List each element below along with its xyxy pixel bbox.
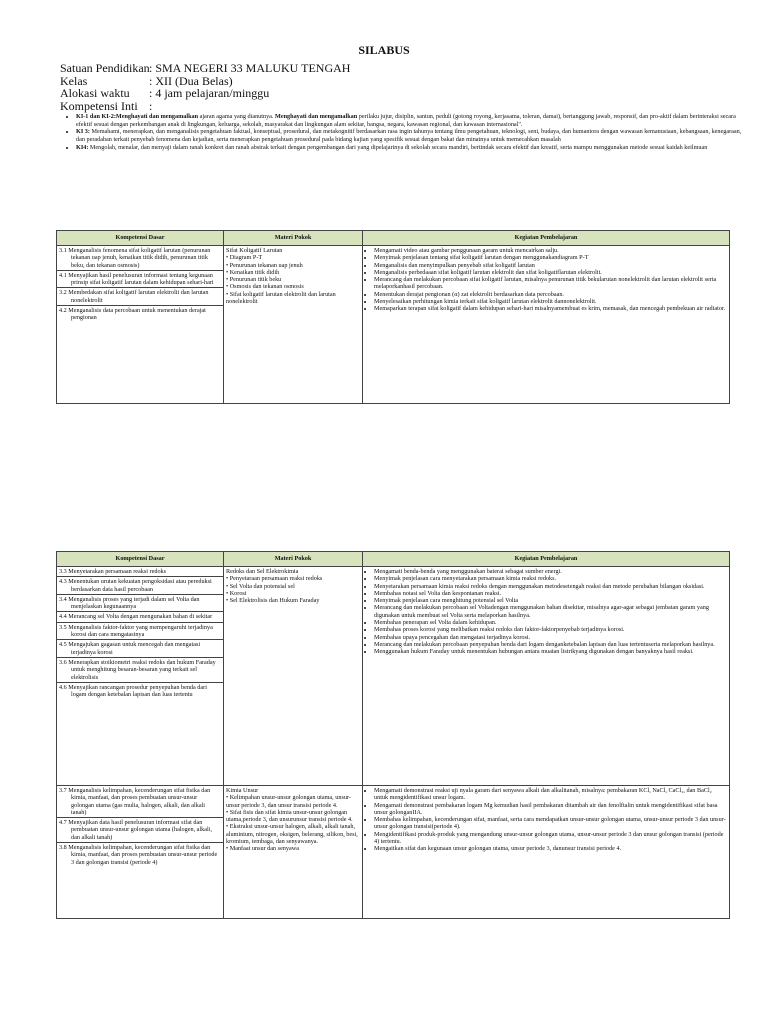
list-item: • Mengidentifikasi produk-produk yang mengandung unsur-unsur golongan utama, unsur-unsur periode 3 dan unsur golongan transisi (periode 4) tertentu.: [374, 831, 727, 846]
kd-cell: [57, 786, 224, 919]
list-item: • Osmosis dan tekanan osmosis: [226, 283, 360, 290]
kd-item: 4.7 Menyajikan data hasil penelusuran informasi sifat dan pembuatan unsur-unsur golongan utama (halogen, alkali, dan alkali tanah): [57, 818, 223, 843]
kd-item: 3.8 Menganalisis kelimpahan, kecenderungan sifat fisika dan kimia, manfaat, dan proses pembuatan unsur-unsur periode 3 dan golongan transisi (periode 4): [59, 844, 218, 866]
kd-item: 3.7 Menganalisis kelimpahan, kecenderungan sifat fisika dan kimia, manfaat, dan proses pembuatan unsur-unsur golongan utama (gas mulia, halogen, alkali, dan alkali tanah): [57, 786, 223, 818]
list-item: • Membahas penerapan sel Volta dalam kehidupan.: [374, 619, 727, 626]
list-item: • Menyimak penjelasan cara menghitung potensial sel Volta: [374, 597, 727, 604]
header-kegiatan-pembelajaran: Kegiatan Pembelajaran: [363, 231, 730, 246]
ki-item: • KI-1 dan KI-2:Menghayati dan mengamalkan ajaran agama yang dianutnya. Menghayati dan mengamalkan perilaku jujur, disiplin, santun, peduli (gotong royong, kerjasama, toleran, damai), bertanggung jawab, responsif, dan pro-aktif dalam berinteraksi secara efektif sesuai dengan perkembangan anak di lingkungan, keluarga, sekolah, masyarakat dan lingkungan alam sekitar, bangsa, negara, kawasan regional, dan kawasan internasional".: [76, 113, 746, 128]
list-item: • Menyimak penjelasan cara menyetarakan persamaan kimia reaksi redoks.: [374, 575, 727, 582]
list-item: • Manfaat unsur dan senyawa: [226, 845, 360, 852]
mp-cell: [224, 246, 363, 404]
kp-cell: [363, 786, 730, 919]
core-competency-list: [60, 113, 746, 152]
list-item: • Mengamati demonstrasi pembakaran logam Mg kemudian hasil pembakaran ditambah air dan fenolftalin untuk mengidentifikasi sifat basa unsur golonganIIA.: [374, 802, 727, 817]
list-item: • Menggunakan hukum Faraday untuk menentukan hubungan antara muatan listrikyang digunakan dengan banyaknya hasil reaksi.: [374, 648, 727, 655]
mp-cell: [224, 567, 363, 786]
list-item: • Penurunan titik beku: [226, 276, 360, 283]
table-row: [57, 786, 730, 919]
mp-title: Redoks dan Sel Elektrokimia: [226, 568, 299, 575]
ki-item: • KI 3: Memahami, menerapkan, dan menganalisis pengetahuan faktual, konseptual, prosedural, dan metakognitif berdasarkan rasa ingin tahunya tentang ilmu pengetahuan, teknologi, seni, budaya, dan humaniora dengan wawasan kemanusiaan, kebangsaan, kenegaraan, dan peradaban terkait penyebab fenomena dan kejadian, serta menerapkan pengetahuan prosedural pada bidang kajian yang spesifik sesuai dengan bakat dan minatnya untuk memecahkan masalah: [76, 128, 746, 143]
header-materi-pokok: Materi Pokok: [224, 552, 363, 567]
list-item: • Diagram P-T: [226, 254, 360, 261]
kd-item: 4.2 Menganalisis data percobaan untuk menentukan derajat pengionan: [59, 307, 206, 322]
kd-item: 3.5 Menganalisis faktor-faktor yang mempengaruhi terjadinya korosi dan cara mengatasinya: [57, 623, 223, 641]
mp-title: Kimia Unsur: [226, 787, 259, 794]
list-item: • Menganalisis dan menyimpulkan penyebab sifat koligatif larutan: [374, 262, 727, 269]
list-item: • Sifat koligatif larutan elektrolit dan larutan nonelektrolit: [226, 291, 360, 306]
list-item: • Penurunan tekanan uap jenuh: [226, 262, 360, 269]
meta-row-time: Alokasi waktu : 4 jam pelajaran/minggu: [60, 86, 270, 100]
meta-row-school: Satuan Pendidikan : SMA NEGERI 33 MALUKU TENGAH: [60, 61, 351, 75]
list-item: • Mengamati benda-benda yang menggunakan baterai sebagai sumber energi.: [374, 568, 727, 575]
list-item: • Membahas proses korosi yang melibatkan reaksi redoks dan faktor-faktorpenyebab terjadinya korosi.: [374, 626, 727, 633]
kd-item: 3.1 Menganalisis fenomena sifat koligatif larutan (penurunan tekanan uap jenuh, kenaikan titik didih, penurunan titik beku, dan tekanan osmosis): [57, 246, 223, 271]
kd-item: 3.3 Menyetarakan persamaan reaksi redoks: [57, 567, 223, 577]
list-item: • Menyelesaikan perhitungan kimia terkait sifat koligatif larutan elektrolit dannonelektrolit.: [374, 298, 727, 305]
kd-item: 4.5 Mengajukan gagasan untuk mencegah dan mengatasi terjadinya korosi: [57, 640, 223, 658]
meta-row-class: Kelas : XII (Dua Belas): [60, 73, 233, 88]
kd-cell: [57, 567, 224, 786]
kd-item: 3.2 Membedakan sifat koligatif larutan elektrolit dan larutan nonelektrolit: [57, 288, 223, 306]
kd-item: 3.4 Menganalisis proses yang terjadi dalam sel Volta dan menjelaskan kegunaannya: [57, 595, 223, 613]
list-item: • Mengamati video atau gambar penggunaan garam untuk mencairkan salju.: [374, 247, 727, 254]
list-item: • Merancang dan melakukan percobaan sifat koligatif larutan, misalnya penurunan titik bekularutan nonelektrolit dan larutan elektrolit serta melaporkanhasil percobaan.: [374, 276, 727, 291]
header-materi-pokok: Materi Pokok: [224, 231, 363, 246]
header-kompetensi-dasar: Kompetensi Dasar: [57, 552, 224, 567]
table-row: [57, 567, 730, 786]
list-item: • Membahas notasi sel Volta dan kespontanan reaksi.: [374, 590, 727, 597]
list-item: • Penyetaraan persamaan reaksi redoks: [226, 575, 360, 582]
syllabus-table-1: [56, 230, 730, 404]
list-item: • Sel Volta dan potensial sel: [226, 583, 360, 590]
list-item: • Sifat fisis dan sifat kimia unsur-unsur golongan utama,periode 3, dan unsurunsur transisi periode 4.: [226, 809, 360, 824]
ki-item: • KI4: Mengolah, menalar, dan menyaji dalam ranah konkret dan ranah abstrak terkait dengan pengembangan dari yang dipelajarinya di sekolah secara mandiri, bertindak secara efektif dan kreatif, serta mampu menggunakan metode sesuai kaidah keilmuan: [76, 144, 746, 152]
kd-cell: [57, 246, 224, 404]
header-kegiatan-pembelajaran: Kegiatan Pembelajaran: [363, 552, 730, 567]
table-header-row: [57, 552, 730, 567]
list-item: • Kenaikan titik didih: [226, 269, 360, 276]
list-item: • Memaparkan terapan sifat koligatif dalam kehidupan sehari-hari misalnyamembuat es krim, memasak, dan mencegah pembekuan air radiator.: [374, 305, 727, 312]
list-item: • Kelimpahan unsur-unsur golongan utama, unsur-unsur periode 3, dan unsur transisi periode 4.: [226, 794, 360, 809]
kd-item: 4.1 Menyajikan hasil penelusuran informasi tentang kegunaan prinsip sifat koligatif larutan dalam kehidupan sehari-hari: [57, 271, 223, 289]
list-item: • Merancang dan melakukan percobaan penyepuhan benda dari logam denganketebalan lapisan dan luas tertentuserta melaporkan hasilnya.: [374, 641, 727, 648]
table-row: [57, 246, 730, 404]
document-title: SILABUS: [358, 43, 410, 57]
kp-cell: [363, 567, 730, 786]
kd-item: 4.6 Menyajikan rancangan prosedur penyepuhan benda dari logam dengan ketebalan lapisan dan luas tertentu: [59, 683, 207, 699]
meta-row-ki: Kompetensi Inti :: [60, 98, 153, 113]
kp-cell: [363, 246, 730, 404]
list-item: • Menentukan derajat pengionan (α) zat elektrolit berdasarkan data percobaan.: [374, 291, 727, 298]
list-item: • Menganalisis perbedaaan sifat koligatif larutan elektrolit dan sifat koligatiflarutan elektrolit.: [374, 269, 727, 276]
list-item: • Membahas kelimpahan, kecenderungan sifat, manfaat, serta cara mendapatkan unsur-unsur golongan utama, unsur-unsur periode 3 dan unsur-unsur golongan transisi(periode 4).: [374, 816, 727, 831]
mp-title: Sifat Koligatif Larutan: [226, 247, 283, 254]
list-item: • Korosi: [226, 590, 360, 597]
kd-item: 3.6 Menerapkan stoikiometri reaksi redoks dan hukum Faraday untuk menghitung besaran-besaran yang terkait sel elektrolisis: [57, 658, 223, 683]
list-item: • Mengamati demonstrasi reaksi uji nyala garam dari senyawa alkali dan alkalitanah, misalnya: pembakaran KCl, NaCl, CaCl₂, dan BaCl₂ untuk mengidentifikasi unsur logam.: [374, 787, 727, 802]
mp-cell: [224, 786, 363, 919]
identity-block: [60, 62, 350, 112]
list-item: • Membahas upaya pencegahan dan mengatasi terjadinya korosi.: [374, 634, 727, 641]
table-header-row: [57, 231, 730, 246]
syllabus-table-2: [56, 551, 730, 919]
list-item: • Merancang dan melakukan percobaan sel Voltadengan menggunakan bahan disekitar, misalnya agar-agar sebagai jembatan garam yang digunakan untuk membuat sel Volta serta melaporkan hasilnya.: [374, 604, 727, 619]
kd-item: 4.4 Merancang sel Volta dengan mengunakan bahan di sekitar: [57, 612, 223, 622]
list-item: • Ekstraksi unsur-unsur halogen, alkali, alkali tanah, aluminium, nitrogen, oksigen, belerang, silikon, besi, kromium, tembaga, dan senyawanya.: [226, 823, 360, 845]
header-kompetensi-dasar: Kompetensi Dasar: [57, 231, 224, 246]
list-item: • Menyetarakan persamaan kimia reaksi redoks dengan menggunakan metodesetengah reaksi dan metode perubahan bilangan oksidasi.: [374, 583, 727, 590]
kd-item: 4.3 Menentukan urutan kekuatan pengoksidasi atau pereduksi berdasarkan data hasil percobaan: [57, 577, 223, 595]
list-item: • Menyimak penjelasan tentang sifat koligatif larutan dengan menggunakandiagram P-T: [374, 254, 727, 261]
list-item: • Mengaitkan sifat dan kegunaan unsur golongan utama, unsur periode 3, danunsur transisi periode 4.: [374, 845, 727, 852]
list-item: • Sel Elektrolisis dan Hukum Faraday: [226, 597, 360, 604]
